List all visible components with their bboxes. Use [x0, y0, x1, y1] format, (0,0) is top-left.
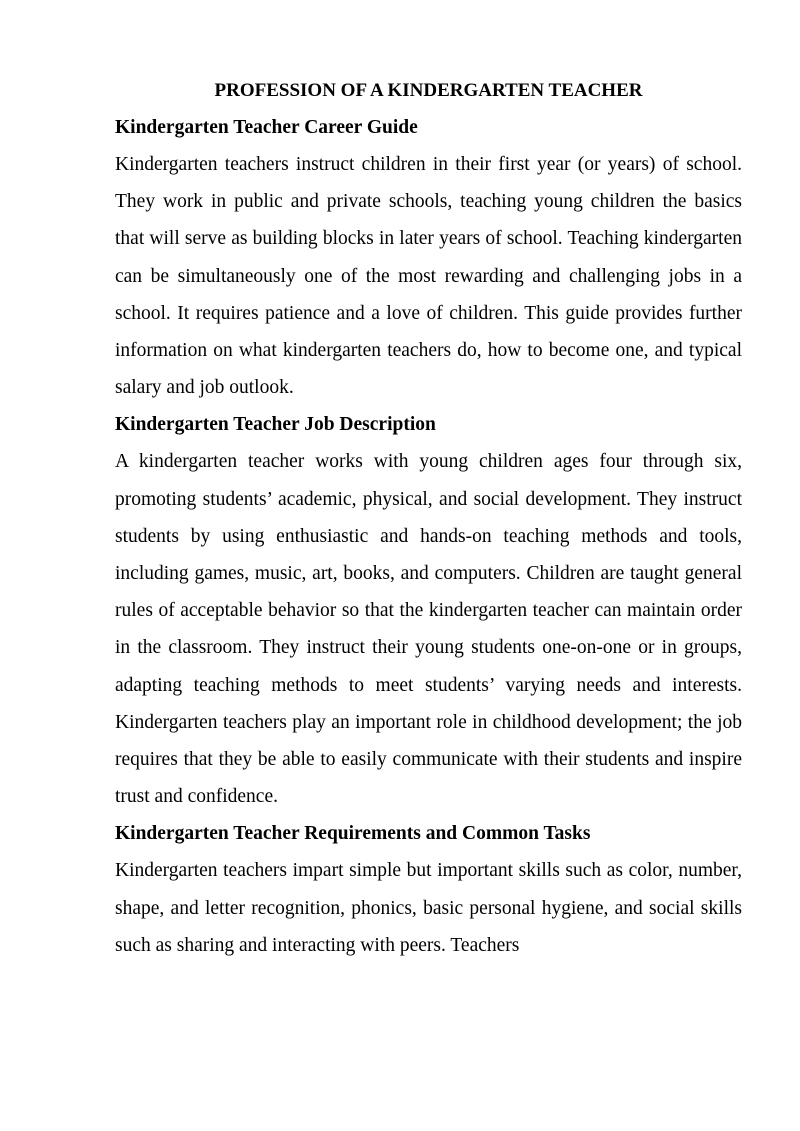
section-body-requirements: Kindergarten teachers impart simple but important skills such as color, number, shape, and letter recognition, phonics, basic personal hygiene, and social skills such as sharing and interacting with peers. Teachers: [115, 860, 742, 956]
section-body-career-guide: Kindergarten teachers instruct children in their first year (or years) of school. They work in public and private schools, teaching young children the basics that will serve as building blocks in later years of school. Teaching kindergarten can be simultaneously one of the most rewarding and challenging jobs in a school. It requires patience and a love of children. This guide provides further information on what kindergarten teachers do, how to become one, and typical salary and job outlook.: [115, 154, 742, 399]
section-heading-career-guide: Kindergarten Teacher Career Guide: [115, 117, 418, 138]
section-heading-requirements: Kindergarten Teacher Requirements and Common Tasks: [115, 823, 591, 845]
section-heading-job-description: Kindergarten Teacher Job Description: [115, 414, 436, 436]
section-body-job-description: A kindergarten teacher works with young children ages four through six, promoting students’ academic, physical, and social development. They instruct students by using enthusiastic and hands-on teaching methods and tools, including games, music, art, books, and computers. Children are taught general rules of acceptable behavior so that the kindergarten teacher can maintain order in the classroom. They instruct their young students one-on-one or in groups, adapting teaching methods to meet students’ varying needs and interests. Kindergarten teachers play an important role in childhood development; the job requires that they be able to easily communicate with their students and inspire trust and confidence.: [115, 451, 742, 808]
document-title: PROFESSION OF A KINDERGARTEN TEACHER: [214, 80, 643, 101]
document-page: [115, 73, 742, 964]
